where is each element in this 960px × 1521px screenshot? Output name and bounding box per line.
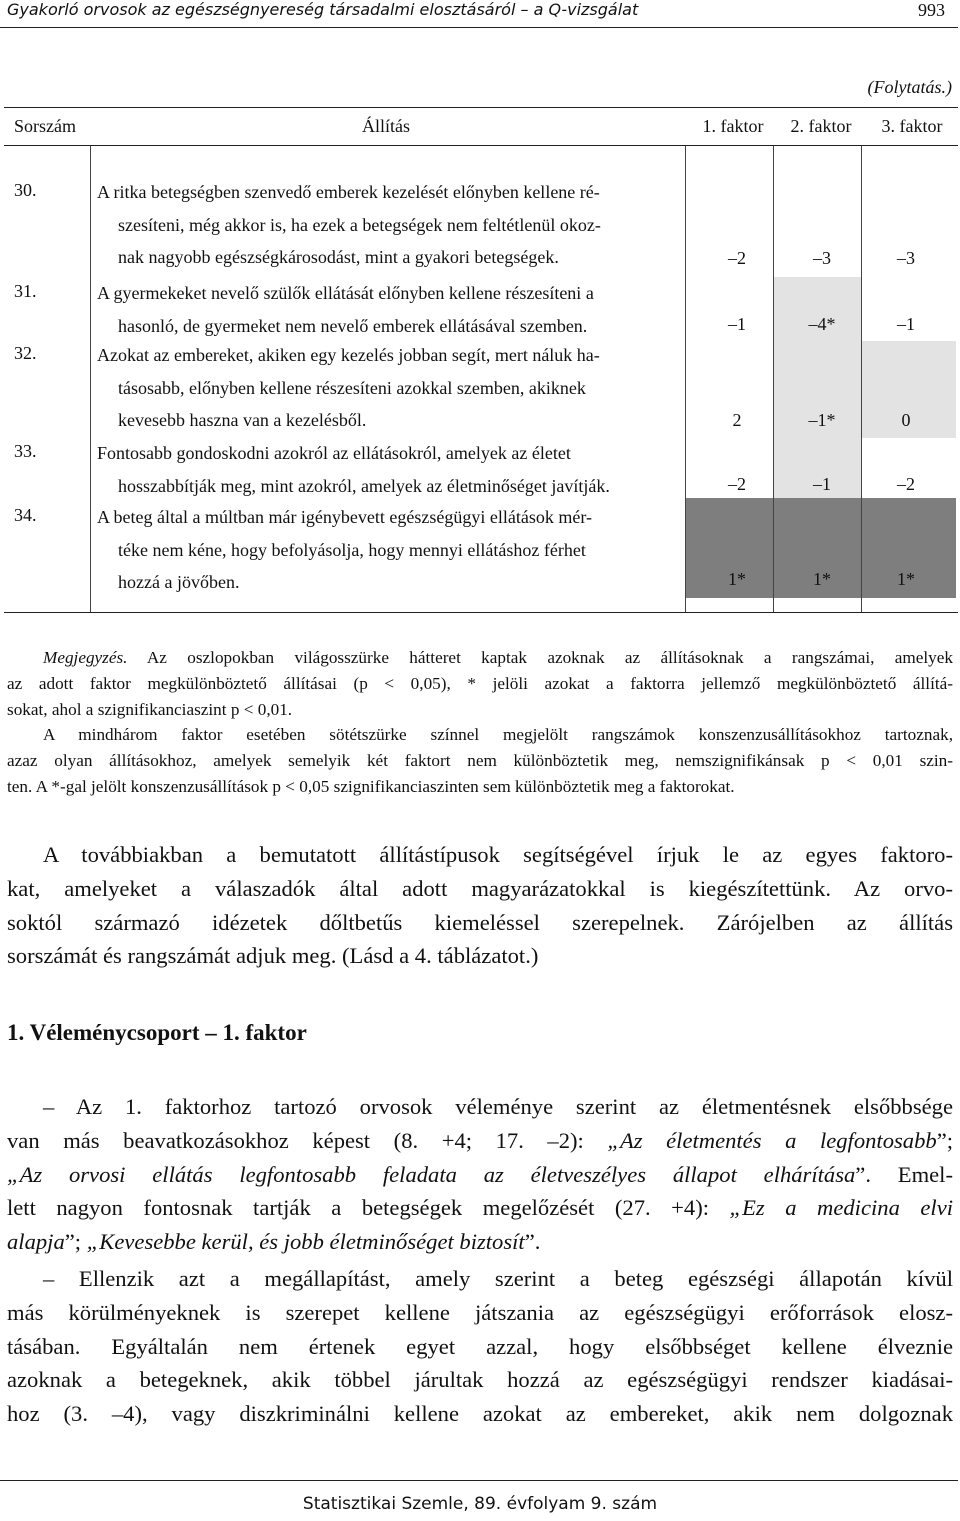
- value-factor-2: –1*: [808, 410, 836, 430]
- quote: „Az életmentés a legfontosabb: [607, 1127, 937, 1153]
- row-statement: [97, 501, 687, 599]
- paragraph-line: – Az 1. faktorhoz tartozó orvosok véleménye szerint az életmentésnek elsőbbsége: [43, 1094, 953, 1119]
- value-factor-2: 1*: [813, 569, 831, 589]
- statement-line: nak nagyobb egészségkárosodást, mint a gyakori betegségek.: [118, 247, 559, 267]
- section-paragraph-1: [7, 1090, 953, 1259]
- paragraph-line: más körülményeknek is szerepet kellene játszania az egészségügyi erőforrások elosz-: [7, 1299, 953, 1325]
- table-bottom-rule: [4, 612, 958, 613]
- section-paragraph-2: [7, 1262, 953, 1431]
- statement-line: szesíteni, még akkor is, ha ezek a betegségek nem feltétlenül okoz-: [118, 214, 601, 235]
- value-factor-3: –2: [897, 474, 915, 494]
- note-line: [7, 645, 953, 671]
- col-divider-f1: [773, 146, 774, 613]
- value-factor-3: 1*: [897, 569, 915, 589]
- statement-line: hosszabbítják meg, mint azokról, amelyek az életminőséget javítják.: [118, 475, 610, 496]
- row-number: 31.: [14, 281, 37, 301]
- value-factor-1: –1: [728, 314, 746, 334]
- value-factor-2: –3: [813, 248, 831, 268]
- value-factor-3: –3: [897, 248, 915, 268]
- statement-line: hasonló, de gyermeket nem nevelő emberek ellátásával szemben.: [118, 315, 588, 336]
- note-line: azaz olyan állításokhoz, amelyek semelyik két faktort nem különböztetik meg, nemszignifikánsak p < 0,01 szin-: [7, 751, 953, 771]
- value-factor-3: –1: [897, 314, 915, 334]
- paragraph-line: – Ellenzik azt a megállapítást, amely szerint a beteg egészségi állapotán kívül: [43, 1266, 953, 1291]
- value-factor-1: 2: [732, 410, 742, 430]
- note-line: ten. A *-gal jelölt konszenzusállítások p < 0,05 szignifikanciaszinten sem különböztetik meg a faktorokat.: [7, 776, 735, 796]
- statement-line: téke nem kéne, hogy befolyásolja, hogy mennyi ellátáshoz férhet: [118, 539, 586, 560]
- paragraph-line: azoknak a betegeknek, akik többel járultak hozzá az egészségügyi rendszer kiadásai-: [7, 1367, 953, 1393]
- value-factor-2: –4*: [808, 314, 836, 334]
- col-header-number: Sorszám: [14, 116, 76, 136]
- quote: alapja: [7, 1229, 65, 1255]
- row-number: 33.: [14, 441, 37, 461]
- row-statement: [97, 176, 687, 274]
- paragraph-line: kat, amelyeket a válaszadók által adott magyarázatokkal is kiegészítettünk. Az orvo-: [7, 875, 953, 901]
- col-header-factor-1: 1. faktor: [702, 116, 764, 136]
- text-span: ”;: [936, 1127, 953, 1153]
- header-rule: [0, 27, 958, 28]
- intro-paragraph: [7, 838, 953, 973]
- paragraph-line: A továbbiakban a bemutatott állítástípusok segítségével írjuk le az egyes faktoro-: [43, 842, 953, 867]
- quote: „Ez a medicina elvi: [729, 1195, 953, 1221]
- note-line: A mindhárom faktor esetében sötétszürke színnel megjelölt rangszámok konszenzusállításokhoz tartoznak,: [43, 725, 953, 745]
- note-line: sokat, ahol a szignifikanciaszint p < 0,01.: [7, 699, 293, 719]
- value-factor-2: –1: [813, 474, 831, 494]
- statement-line: A gyermekeket nevelő szülők ellátását előnyben kellene részesíteni a: [97, 283, 594, 303]
- paragraph-line: tásában. Egyáltalán nem értenek egyet azzal, hogy elsőbbséget kellene élveznie: [7, 1333, 953, 1359]
- table-continued-label: (Folytatás.): [867, 77, 952, 97]
- value-factor-1: –2: [728, 474, 746, 494]
- value-factor-3: 0: [901, 410, 911, 430]
- paragraph-line: [7, 1225, 953, 1259]
- text-span: ”;: [64, 1229, 87, 1255]
- col-divider-number: [90, 146, 91, 613]
- paragraph-line: [7, 1124, 953, 1158]
- row-number: 32.: [14, 343, 37, 363]
- paragraph-line: [7, 1158, 953, 1192]
- paragraph-line: [7, 1191, 953, 1225]
- text-span: lett nagyon fontosnak tartják a betegségek megelőzését (27. +4):: [7, 1195, 730, 1221]
- page-number: 993: [918, 0, 945, 20]
- table-note: [7, 645, 953, 800]
- table-top-rule: [4, 107, 958, 108]
- note-text: Az oszlopokban világosszürke hátteret kaptak azoknak az állításoknak a rangszámai, amelyek: [127, 648, 953, 667]
- running-footer: Statisztikai Szemle, 89. évfolyam 9. szám: [302, 1494, 658, 1514]
- statement-line: hozzá a jövőben.: [118, 572, 240, 592]
- row-statement: [97, 339, 687, 437]
- note-label: Megjegyzés.: [43, 648, 128, 667]
- running-header-title: Gyakorló orvosok az egészségnyereség társadalmi elosztásáról – a Q-vizsgálat: [7, 0, 639, 19]
- text-span: ”.: [524, 1229, 541, 1255]
- quote: „Kevesebbe kerül, és jobb életminőséget biztosít: [86, 1229, 525, 1255]
- text-span: ”. Emel-: [855, 1161, 953, 1187]
- statement-line: Fontosabb gondoskodni azokról az ellátásokról, amelyek az életet: [97, 443, 571, 463]
- paragraph-line: hoz (3. –4), vagy diszkriminálni kellene azokat az embereket, akik nem dolgoznak: [7, 1401, 953, 1427]
- row-statement: [97, 277, 687, 342]
- footer-rule: [0, 1480, 958, 1481]
- row-statement: [97, 437, 687, 502]
- value-factor-1: –2: [728, 248, 746, 268]
- col-header-factor-2: 2. faktor: [790, 116, 852, 136]
- col-header-factor-3: 3. faktor: [881, 116, 943, 136]
- paragraph-line: soktól származó idézetek dőltbetűs kiemeléssel szerepelnek. Zárójelben az állítás: [7, 909, 953, 935]
- value-factor-1: 1*: [728, 569, 746, 589]
- col-divider-f2: [861, 146, 862, 613]
- row-number: 34.: [14, 505, 37, 525]
- quote: „Az orvosi ellátás legfontosabb feladata az életveszélyes állapot elhárítása: [7, 1161, 856, 1187]
- text-span: van más beavatkozásokhoz képest (8. +4; 17. –2):: [7, 1127, 608, 1153]
- col-header-statement: Állítás: [362, 116, 410, 136]
- statement-line: A ritka betegségben szenvedő emberek kezelését előnyben kellene ré-: [97, 182, 600, 202]
- table-header-rule: [4, 145, 958, 146]
- paragraph-line: sorszámát és rangszámát adjuk meg. (Lásd a 4. táblázatot.): [7, 943, 539, 969]
- statement-line: Azokat az embereket, akiken egy kezelés jobban segít, mert náluk ha-: [97, 345, 600, 365]
- note-line: az adott faktor megkülönböztető állításai (p < 0,05), * jelöli azokat a faktorra jellemző megkülönböztető állítá-: [7, 673, 953, 693]
- statement-line: kevesebb haszna van a kezelésből.: [118, 410, 367, 430]
- statement-line: tásosabb, előnyben kellene részesíteni azokkal szemben, akiknek: [118, 377, 586, 398]
- row-number: 30.: [14, 180, 37, 200]
- section-heading: 1. Véleménycsoport – 1. faktor: [7, 1020, 307, 1045]
- statement-line: A beteg által a múltban már igénybevett egészségügyi ellátások mér-: [97, 507, 592, 527]
